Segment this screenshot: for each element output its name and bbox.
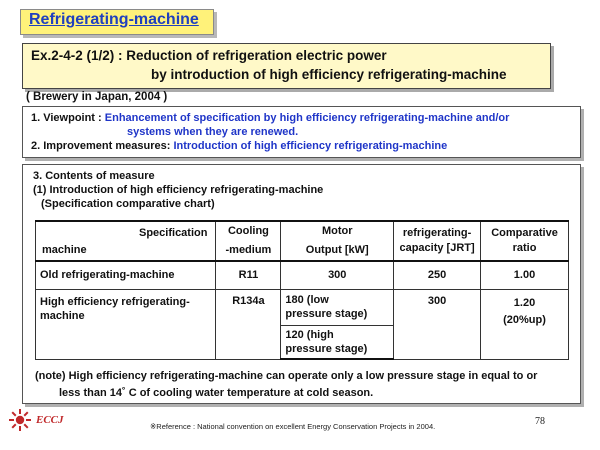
viewpoint-text-continued: systems when they are renewed. bbox=[127, 126, 299, 138]
eccj-sun-logo-icon bbox=[8, 408, 32, 432]
cell-high-cooling: R134a bbox=[216, 289, 281, 359]
table-header-row bbox=[36, 221, 569, 261]
header-refrigerating-capacity: refrigerating- capacity [JRT] bbox=[394, 221, 481, 261]
note-line1: (note) High efficiency refrigerating-machine can operate only a low pressure stage in equal to or bbox=[35, 370, 538, 382]
logo-text: ECCJ bbox=[36, 414, 64, 426]
reference-note: ※Reference : National convention on excellent Energy Conservation Projects in 2004. bbox=[150, 422, 436, 431]
page-number: 78 bbox=[535, 416, 545, 427]
spec-comparison-table bbox=[35, 220, 569, 360]
cell-old-capacity: 250 bbox=[394, 261, 481, 289]
viewpoint-label: 1. Viewpoint : bbox=[31, 112, 105, 124]
header-specification: Specification bbox=[139, 227, 208, 239]
improvement-label: 2. Improvement measures: bbox=[31, 140, 174, 152]
cell-high-motor-low: 180 (low pressure stage) bbox=[281, 289, 394, 325]
section-title-tag bbox=[20, 9, 214, 35]
header-comparative-ratio: Comparative ratio bbox=[481, 221, 569, 261]
contents-box bbox=[22, 164, 581, 404]
header-cooling-medium: Cooling -medium bbox=[216, 221, 281, 261]
table-row-old bbox=[36, 261, 569, 289]
viewpoint-box bbox=[22, 106, 581, 158]
viewpoint-text: Enhancement of specification by high efficiency refrigerating-machine and/or bbox=[104, 112, 510, 124]
note-line2: less than 14˚ C of cooling water temperature at cold season. bbox=[59, 387, 374, 399]
header-corner-cell bbox=[36, 221, 216, 261]
viewpoint-line1 bbox=[31, 112, 509, 124]
table-row-high-a bbox=[36, 289, 569, 325]
example-heading-line1: Ex.2-4-2 (1/2) : Reduction of refrigeration electric power bbox=[31, 48, 387, 63]
header-machine: machine bbox=[42, 244, 87, 256]
cell-old-ratio: 1.00 bbox=[481, 261, 569, 289]
cell-high-capacity: 300 bbox=[394, 289, 481, 359]
brewery-caption: ( Brewery in Japan, 2004 ) bbox=[26, 91, 168, 103]
header-motor-output: Motor Output [kW] bbox=[281, 221, 394, 261]
cell-old-machine: Old refrigerating-machine bbox=[36, 261, 216, 289]
contents-chart-caption: (Specification comparative chart) bbox=[41, 198, 215, 210]
cell-old-motor: 300 bbox=[281, 261, 394, 289]
improvement-text: Introduction of high efficiency refrigerating-machine bbox=[173, 140, 448, 152]
contents-subheading: (1) Introduction of high efficiency refrigerating-machine bbox=[33, 184, 324, 196]
cell-high-motor-high: 120 (high pressure stage) bbox=[281, 325, 394, 359]
example-heading-line2: by introduction of high efficiency refrigerating-machine bbox=[151, 67, 507, 82]
cell-high-ratio: 1.20 (20%up) bbox=[481, 289, 569, 359]
improvement-line bbox=[31, 140, 447, 152]
cell-old-cooling: R11 bbox=[216, 261, 281, 289]
cell-high-machine: High efficiency refrigerating- machine bbox=[36, 289, 216, 359]
contents-heading: 3. Contents of measure bbox=[33, 170, 155, 182]
section-title: Refrigerating-machine bbox=[29, 11, 199, 28]
example-heading-box bbox=[22, 43, 551, 89]
